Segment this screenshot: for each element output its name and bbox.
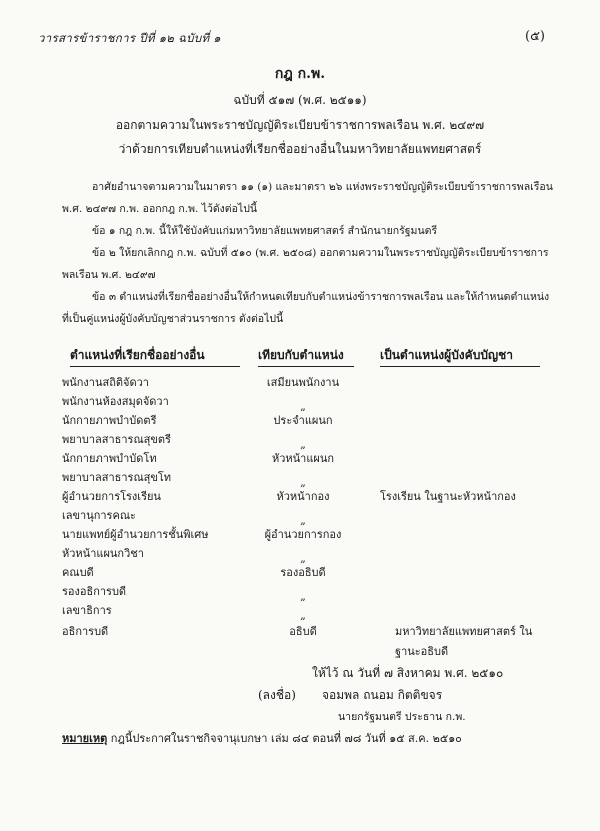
table-row-position: เลขาธิการ xyxy=(62,604,112,617)
header-underline xyxy=(70,366,240,367)
table-row-note-cont: ฐานะอธิบดี xyxy=(395,645,449,658)
page-number: (๕) xyxy=(525,29,545,44)
paragraph-authority: อาศัยอำนาจตามความในมาตรา ๑๑ (๑) และมาตรา ๒๖ แห่งพระราชบัญญัติระเบียบข้าราชการพลเรือน xyxy=(92,181,553,193)
header-underline xyxy=(380,366,540,367)
table-row-position: นายแพทย์ผู้อำนวยการชั้นพิเศษ xyxy=(62,528,209,541)
table-row-note: โรงเรียน ในฐานะหัวหน้ากอง xyxy=(380,490,516,503)
table-row-note: มหาวิทยาลัยแพทยศาสตร์ ใน xyxy=(395,625,533,638)
table-row-position: หัวหน้าแผนกวิชา xyxy=(62,547,144,560)
rule-title: กฎ ก.พ. xyxy=(274,66,326,82)
clause-2-cont: พลเรือน พ.ศ. ๒๔๙๗ xyxy=(62,269,156,281)
table-row-equivalent: „ xyxy=(300,552,306,565)
journal-header: วารสารข้าราชการ ปีที่ ๑๒ ฉบับที่ ๑ xyxy=(38,31,221,45)
table-row-position: พนักงานห้องสมุดจัดวา xyxy=(62,395,169,408)
paragraph-authority-cont: พ.ศ. ๒๔๙๗ ก.พ. ออกกฎ ก.พ. ไว้ดังต่อไปนี้ xyxy=(62,203,258,215)
table-row-equivalent: เสมียนพนักงาน xyxy=(266,376,340,389)
table-row-equivalent: „ xyxy=(300,476,306,489)
signatory-name: จอมพล ถนอม กิตติขจร xyxy=(322,688,443,702)
table-row-position: ผู้อำนวยการโรงเรียน xyxy=(62,490,161,503)
table-row-position: คณบดี xyxy=(62,566,94,579)
remark-text: กฎนี้ประกาศในราชกิจจานุเบกษา เล่ม ๘๔ ตอนที่ ๗๘ วันที่ ๑๕ ส.ค. ๒๕๑๐ xyxy=(110,732,462,745)
table-row-equivalent: „ xyxy=(300,590,306,603)
header-underline xyxy=(258,366,354,367)
clause-1: ข้อ ๑ กฎ ก.พ. นี้ให้ใช้บังคับแก่มหาวิทยาลัยแพทยศาสตร์ สำนักนายกรัฐมนตรี xyxy=(92,225,438,237)
table-row-position: นักกายภาพบำบัดโท xyxy=(62,452,157,465)
signed-label: (ลงชื่อ) xyxy=(258,688,296,702)
column-header-equivalent: เทียบกับตำแหน่ง xyxy=(258,348,344,362)
table-row-equivalent: รองอธิบดี xyxy=(280,566,326,579)
table-row-equivalent: อธิบดี xyxy=(289,625,317,638)
table-row-position: พยาบาลสาธารณสุขโท xyxy=(62,471,172,484)
table-row-equivalent: „ xyxy=(300,609,306,622)
table-row-equivalent: ผู้อำนวยการกอง xyxy=(264,528,342,541)
rule-number: ฉบับที่ ๕๑๗ (พ.ศ. ๒๕๑๑) xyxy=(233,93,367,107)
table-row-position: นักกายภาพบำบัดตรี xyxy=(62,414,157,427)
clause-3: ข้อ ๓ ตำแหน่งที่เรียกชื่ออย่างอื่นให้กำหนดเทียบกับตำแหน่งข้าราชการพลเรือน และให้กำหนดตำแหน่ง xyxy=(92,291,550,303)
rule-authority: ออกตามความในพระราชบัญญัติระเบียบข้าราชการพลเรือน พ.ศ. ๒๔๙๗ xyxy=(115,118,485,132)
column-header-position: ตำแหน่งที่เรียกชื่ออย่างอื่น xyxy=(70,348,205,362)
table-row-equivalent: หัวหน้ากอง xyxy=(276,490,330,503)
table-row-position: พยาบาลสาธารณสุขตรี xyxy=(62,433,171,446)
rule-subject: ว่าด้วยการเทียบตำแหน่งที่เรียกชื่ออย่างอื่นในมหาวิทยาลัยแพทยศาสตร์ xyxy=(118,142,482,156)
clause-3-cont: ที่เป็นคู่แหน่งผู้บังคับบัญชาส่วนราชการ ดังต่อไปนี้ xyxy=(62,313,284,325)
table-row-equivalent: ประจำแผนก xyxy=(273,414,333,427)
remark-label: หมายเหตุ xyxy=(62,732,108,745)
column-header-commander: เป็นตำแหน่งผู้บังคับบัญชา xyxy=(380,348,514,362)
table-row-position: รองอธิการบดี xyxy=(62,585,127,598)
table-row-equivalent: „ xyxy=(300,514,306,527)
table-row-position: พนักงานสถิติจัดวา xyxy=(62,376,149,389)
signing-date: ให้ไว้ ณ วันที่ ๗ สิงหาคม พ.ศ. ๒๕๑๐ xyxy=(312,666,504,680)
signatory-role: นายกรัฐมนตรี ประธาน ก.พ. xyxy=(338,711,466,723)
table-row-position: อธิการบดี xyxy=(62,625,109,638)
clause-2: ข้อ ๒ ให้ยกเลิกกฎ ก.พ. ฉบับที่ ๕๑๐ (พ.ศ. ๒๕๐๘) ออกตามความในพระราชบัญญัติระเบียบข้าราชการ xyxy=(92,247,549,259)
remark xyxy=(62,732,462,746)
table-row-equivalent: „ xyxy=(300,438,306,451)
table-row-position: เลขานุการคณะ xyxy=(62,509,136,522)
table-row-equivalent: หัวหน้าแผนก xyxy=(271,452,335,465)
table-row-equivalent: „ xyxy=(300,400,306,413)
